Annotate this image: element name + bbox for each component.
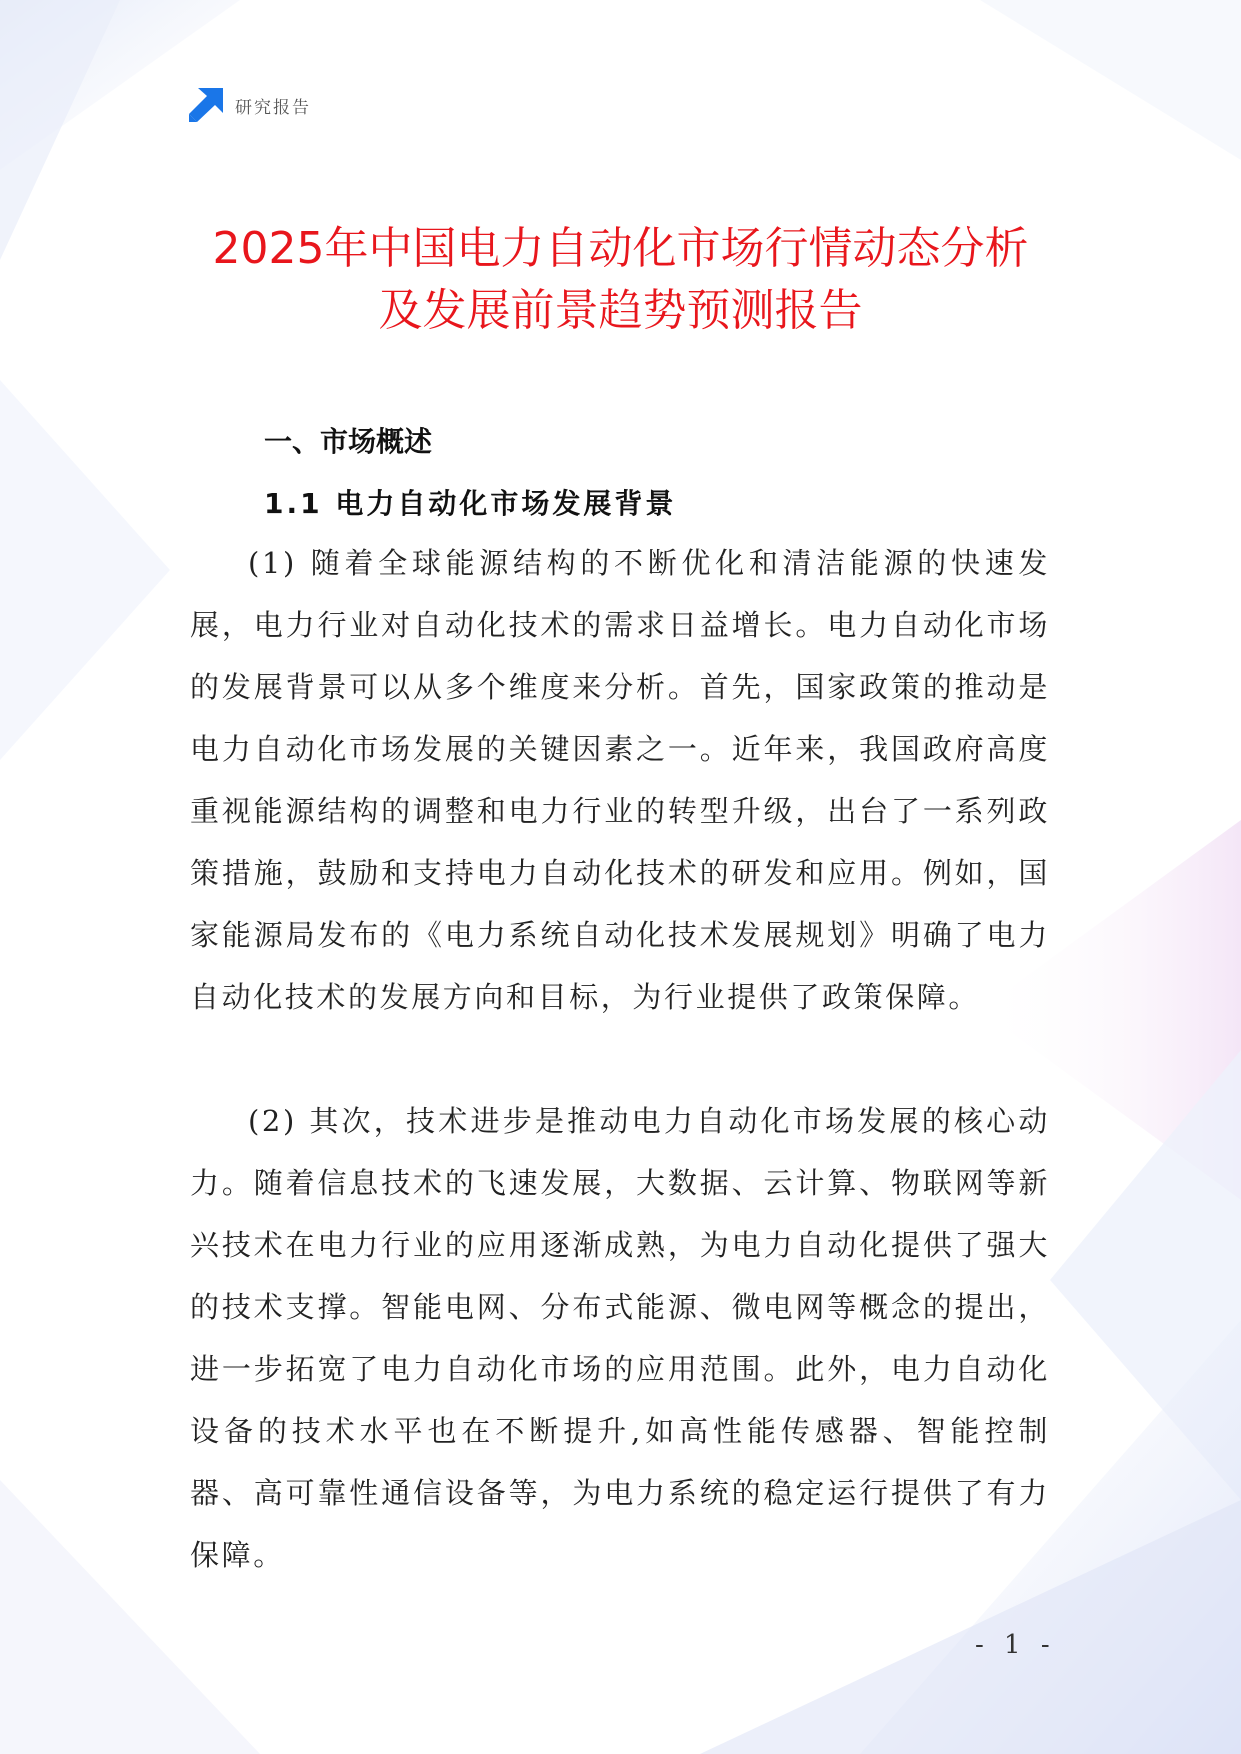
header-label: 研究报告 (235, 97, 311, 118)
section-heading: 一、市场概述 (264, 425, 433, 458)
subsection-heading: 1.1 电力自动化市场发展背景 (264, 487, 677, 520)
report-header (189, 88, 311, 122)
report-title (120, 218, 1121, 342)
paragraph-1: (1) 随着全球能源结构的不断优化和清洁能源的快速发展，电力行业对自动化技术的需求日益增长。电力自动化市场的发展背景可以从多个维度来分析。首先，国家政策的推动是电力自动化市场发展的关键因素之一。近年来，我国政府高度重视能源结构的调整和电力行业的转型升级，出台了一系列政策措施，鼓励和支持电力自动化技术的研发和应用。例如，国家能源局发布的《电力系统自动化技术发展规划》明确了电力自动化技术的发展方向和目标，为行业提供了政策保障。 (190, 546, 1050, 1014)
arrow-up-right-icon (189, 88, 223, 122)
report-title-line-2: 及发展前景趋势预测报告 (378, 285, 863, 336)
paragraph-2: (2) 其次，技术进步是推动电力自动化市场发展的核心动力。随着信息技术的飞速发展，大数据、云计算、物联网等新兴技术在电力行业的应用逐渐成熟，为电力自动化提供了强大的技术支撑。智能电网、分布式能源、微电网等概念的提出，进一步拓宽了电力自动化市场的应用范围。此外，电力自动化设备的技术水平也在不断提升,如高性能传感器、智能控制器、高可靠性通信设备等，为电力系统的稳定运行提供了有力保障。 (190, 1104, 1050, 1572)
report-title-line-1: 2025年中国电力自动化市场行情动态分析 (212, 223, 1029, 274)
page-number: - 1 - (975, 1630, 1056, 1660)
